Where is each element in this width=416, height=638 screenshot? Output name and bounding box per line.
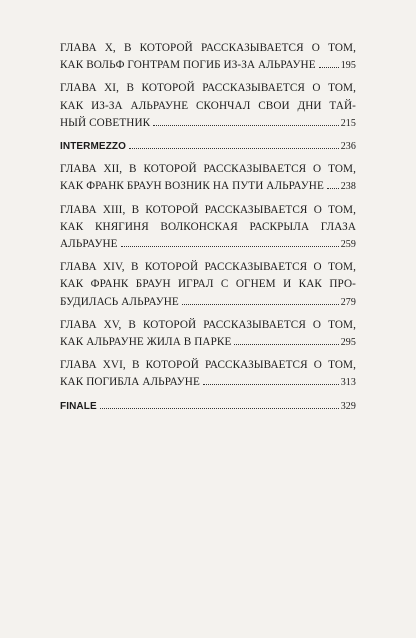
toc-entry-text: КАК ФРАНК БРАУН ВОЗНИК НА ПУТИ АЛЬРАУНЕ bbox=[60, 180, 324, 193]
toc-line bbox=[60, 115, 356, 132]
toc-line bbox=[60, 398, 356, 415]
toc-line bbox=[60, 98, 356, 115]
toc-line bbox=[60, 276, 356, 293]
toc-entry-text: ГЛАВА XV, В КОТОРОЙ РАССКАЗЫВАЕТСЯ О ТОМ, bbox=[60, 318, 356, 331]
toc-line bbox=[60, 219, 356, 236]
toc-entry-text: КАК ИЗ-ЗА АЛЬРАУНЕ СКОНЧАЛ СВОИ ДНИ ТАЙ- bbox=[60, 99, 356, 112]
toc-entry bbox=[60, 161, 356, 195]
toc-entry-text: КАК ПОГИБЛА АЛЬРАУНЕ bbox=[60, 376, 200, 389]
toc-entry-text: INTERMEZZO bbox=[60, 141, 126, 153]
toc-line bbox=[60, 317, 356, 334]
toc-line bbox=[60, 294, 356, 311]
toc-page-number: 259 bbox=[340, 239, 356, 251]
toc-entry bbox=[60, 398, 356, 415]
toc-line bbox=[60, 178, 356, 195]
toc-line bbox=[60, 202, 356, 219]
toc-entry-text: АЛЬРАУНЕ bbox=[60, 238, 118, 251]
dot-leader bbox=[153, 125, 338, 126]
table-of-contents bbox=[60, 40, 356, 415]
dot-leader bbox=[100, 408, 339, 409]
toc-entry bbox=[60, 40, 356, 74]
toc-line bbox=[60, 161, 356, 178]
toc-entry-text: КАК КНЯГИНЯ ВОЛКОНСКАЯ РАСКРЫЛА ГЛАЗА bbox=[60, 220, 356, 233]
toc-entry bbox=[60, 138, 356, 155]
toc-line bbox=[60, 374, 356, 391]
toc-page-number: 236 bbox=[340, 141, 356, 153]
toc-entry-text: КАК ВОЛЬФ ГОНТРАМ ПОГИБ ИЗ-ЗА АЛЬРАУНЕ bbox=[60, 59, 316, 72]
toc-entry-text: ГЛАВА XIII, В КОТОРОЙ РАССКАЗЫВАЕТСЯ О ТОМ, bbox=[60, 203, 356, 216]
dot-leader bbox=[327, 188, 339, 189]
toc-page-number: 313 bbox=[340, 377, 356, 389]
toc-entry bbox=[60, 202, 356, 254]
toc-line bbox=[60, 236, 356, 253]
toc-entry-text: БУДИЛАСЬ АЛЬРАУНЕ bbox=[60, 295, 179, 308]
dot-leader bbox=[121, 246, 339, 247]
toc-line bbox=[60, 138, 356, 155]
dot-leader bbox=[234, 344, 338, 345]
toc-entry-text: НЫЙ СОВЕТНИК bbox=[60, 116, 151, 129]
toc-line bbox=[60, 40, 356, 57]
toc-entry-text: КАК АЛЬРАУНЕ ЖИЛА В ПАРКЕ bbox=[60, 336, 232, 349]
toc-page-number: 215 bbox=[340, 117, 356, 129]
toc-entry-text: ГЛАВА X, В КОТОРОЙ РАССКАЗЫВАЕТСЯ О ТОМ, bbox=[60, 42, 356, 54]
toc-entry-text: КАК ФРАНК БРАУН ИГРАЛ С ОГНЕМ И КАК ПРО- bbox=[60, 278, 356, 291]
dot-leader bbox=[203, 384, 339, 385]
dot-leader bbox=[319, 67, 339, 68]
toc-line bbox=[60, 357, 356, 374]
toc-entry-text: ГЛАВА XVI, В КОТОРОЙ РАССКАЗЫВАЕТСЯ О ТОМ, bbox=[60, 359, 356, 372]
toc-page-number: 195 bbox=[340, 60, 356, 72]
toc-entry-text: ГЛАВА XIV, В КОТОРОЙ РАССКАЗЫВАЕТСЯ О ТОМ, bbox=[60, 261, 356, 274]
toc-line bbox=[60, 334, 356, 351]
toc-page-number: 238 bbox=[340, 181, 356, 193]
toc-entry bbox=[60, 357, 356, 391]
toc-line bbox=[60, 80, 356, 97]
dot-leader bbox=[129, 148, 339, 149]
toc-line bbox=[60, 259, 356, 276]
toc-entry bbox=[60, 80, 356, 132]
toc-entry bbox=[60, 259, 356, 311]
dot-leader bbox=[182, 304, 339, 305]
toc-entry-text: ГЛАВА XII, В КОТОРОЙ РАССКАЗЫВАЕТСЯ О ТОМ, bbox=[60, 163, 356, 176]
toc-page-number: 295 bbox=[340, 337, 356, 349]
toc-line bbox=[60, 57, 356, 74]
toc-page-number: 329 bbox=[340, 400, 356, 412]
toc-page-number: 279 bbox=[340, 296, 356, 308]
toc-entry bbox=[60, 317, 356, 351]
toc-entry-text: ГЛАВА XI, В КОТОРОЙ РАССКАЗЫВАЕТСЯ О ТОМ, bbox=[60, 82, 356, 95]
toc-entry-text: FINALE bbox=[60, 400, 97, 412]
